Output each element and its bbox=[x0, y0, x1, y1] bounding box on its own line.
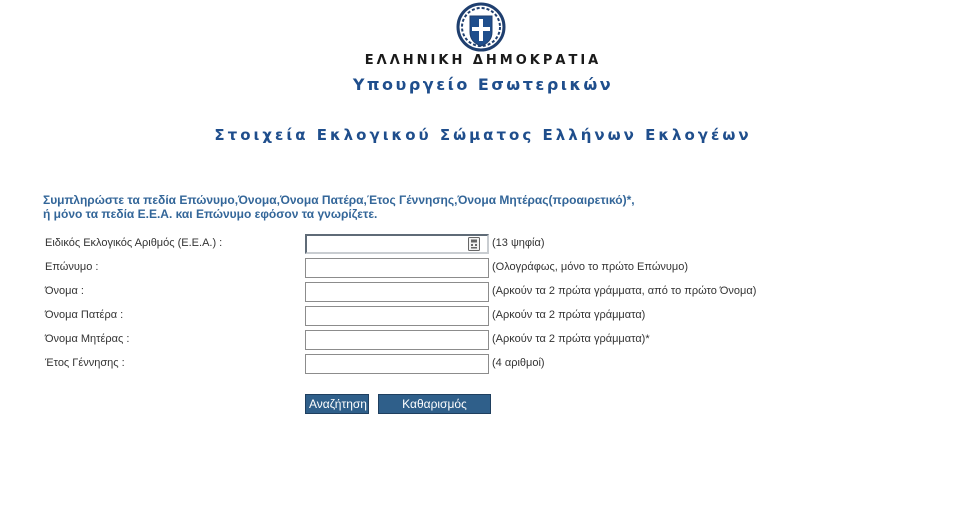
birth-year-input[interactable] bbox=[305, 354, 489, 374]
first-name-label: Όνομα : bbox=[45, 285, 84, 297]
birth-year-label: Έτος Γέννησης : bbox=[45, 357, 125, 369]
surname-hint: (Ολογράφως, μόνο το πρώτο Επώνυμο) bbox=[492, 261, 689, 273]
instructions-text bbox=[43, 193, 743, 221]
page-header bbox=[0, 0, 954, 100]
page-title: Στοιχεία Εκλογικού Σώματος Ελλήνων Εκλογέων bbox=[214, 126, 752, 144]
surname-input[interactable] bbox=[305, 258, 489, 278]
ministry-name: Υπουργείο Εσωτερικών bbox=[352, 75, 614, 94]
surname-label: Επώνυμο : bbox=[45, 261, 99, 273]
eea-input[interactable] bbox=[305, 234, 489, 254]
search-button[interactable]: Αναζήτηση bbox=[305, 394, 369, 414]
form-row-father-name bbox=[0, 306, 954, 326]
mother-name-label: Όνομα Μητέρας : bbox=[45, 333, 130, 345]
father-name-label: Όνομα Πατέρα : bbox=[45, 309, 124, 321]
country-name: ΕΛΛΗΝΙΚΗ ΔΗΜΟΚΡΑΤΙΑ bbox=[364, 53, 602, 68]
form-row-birth-year bbox=[0, 354, 954, 374]
first-name-hint: (Αρκούν τα 2 πρώτα γράμματα, από το πρώτο Όνομα) bbox=[492, 285, 757, 297]
instructions-line-1: Συμπληρώστε τα πεδία Επώνυμο,Όνομα,Όνομα Πατέρα,Έτος Γέννησης,Όνομα Μητέρας(προαιρετικό)*, bbox=[43, 193, 635, 207]
eea-label: Ειδικός Εκλογικός Αριθμός (Ε.Ε.Α.) : bbox=[45, 237, 223, 249]
clear-fields-button[interactable]: Καθαρισμός Πεδίων bbox=[378, 394, 491, 414]
form-row-surname bbox=[0, 258, 954, 278]
first-name-input[interactable] bbox=[305, 282, 489, 302]
keypad-icon[interactable] bbox=[468, 237, 480, 251]
eea-hint: (13 ψηφία) bbox=[492, 237, 545, 249]
father-name-input[interactable] bbox=[305, 306, 489, 326]
form-row-eea bbox=[0, 234, 954, 254]
mother-name-hint: (Αρκούν τα 2 πρώτα γράμματα)* bbox=[492, 333, 650, 345]
greek-coat-of-arms-icon bbox=[456, 2, 506, 52]
form-row-mother-name bbox=[0, 330, 954, 350]
birth-year-hint: (4 αριθμοί) bbox=[492, 357, 545, 369]
mother-name-input[interactable] bbox=[305, 330, 489, 350]
form-row-first-name bbox=[0, 282, 954, 302]
father-name-hint: (Αρκούν τα 2 πρώτα γράμματα) bbox=[492, 309, 646, 321]
instructions-line-2: ή μόνο τα πεδία Ε.Ε.Α. και Επώνυμο εφόσον τα γνωρίζετε. bbox=[43, 207, 378, 221]
